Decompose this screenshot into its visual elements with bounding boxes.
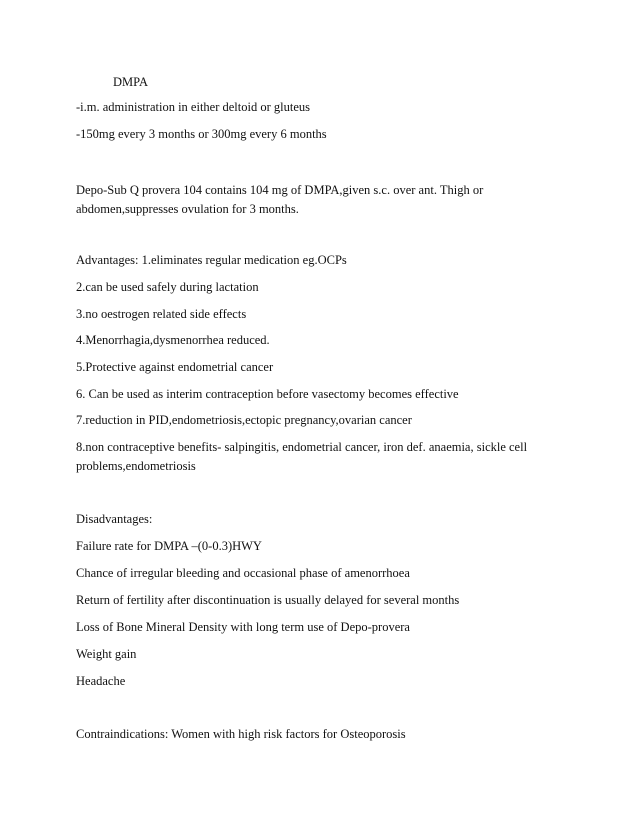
advantage-item: 3.no oestrogen related side effects <box>76 307 247 321</box>
advantage-item: 7.reduction in PID,endometriosis,ectopic pregnancy,ovarian cancer <box>76 413 412 427</box>
disadvantage-item: Weight gain <box>76 647 137 661</box>
advantage-item: 4.Menorrhagia,dysmenorrhea reduced. <box>76 333 270 347</box>
disadvantage-item: Headache <box>76 674 126 688</box>
advantage-item: 6. Can be used as interim contraception before vasectomy becomes effective <box>76 387 459 401</box>
advantage-item: 2.can be used safely during lactation <box>76 280 259 294</box>
disadvantage-item: Failure rate for DMPA –(0-0.3)HWY <box>76 539 262 553</box>
intro-line-2: -150mg every 3 months or 300mg every 6 months <box>76 127 327 141</box>
disadvantage-item: Loss of Bone Mineral Density with long term use of Depo-provera <box>76 620 410 634</box>
contraindications-line: Contraindications: Women with high risk factors for Osteoporosis <box>76 727 406 741</box>
depo-subq-paragraph: Depo-Sub Q provera 104 contains 104 mg of DMPA,given s.c. over ant. Thigh or abdomen,suppresses ovulation for 3 months. <box>76 183 484 216</box>
intro-line-1: -i.m. administration in either deltoid or gluteus <box>76 100 310 114</box>
disadvantages-heading: Disadvantages: <box>76 512 153 526</box>
page-title: DMPA <box>113 75 148 89</box>
advantage-item: 8.non contraceptive benefits- salpingitis, endometrial cancer, iron def. anaemia, sickle cell problems,endometriosis <box>76 440 528 473</box>
advantages-heading: Advantages: 1.eliminates regular medication eg.OCPs <box>76 253 347 267</box>
disadvantage-item: Return of fertility after discontinuation is usually delayed for several months <box>76 593 460 607</box>
advantage-item: 5.Protective against endometrial cancer <box>76 360 274 374</box>
disadvantage-item: Chance of irregular bleeding and occasional phase of amenorrhoea <box>76 566 410 580</box>
